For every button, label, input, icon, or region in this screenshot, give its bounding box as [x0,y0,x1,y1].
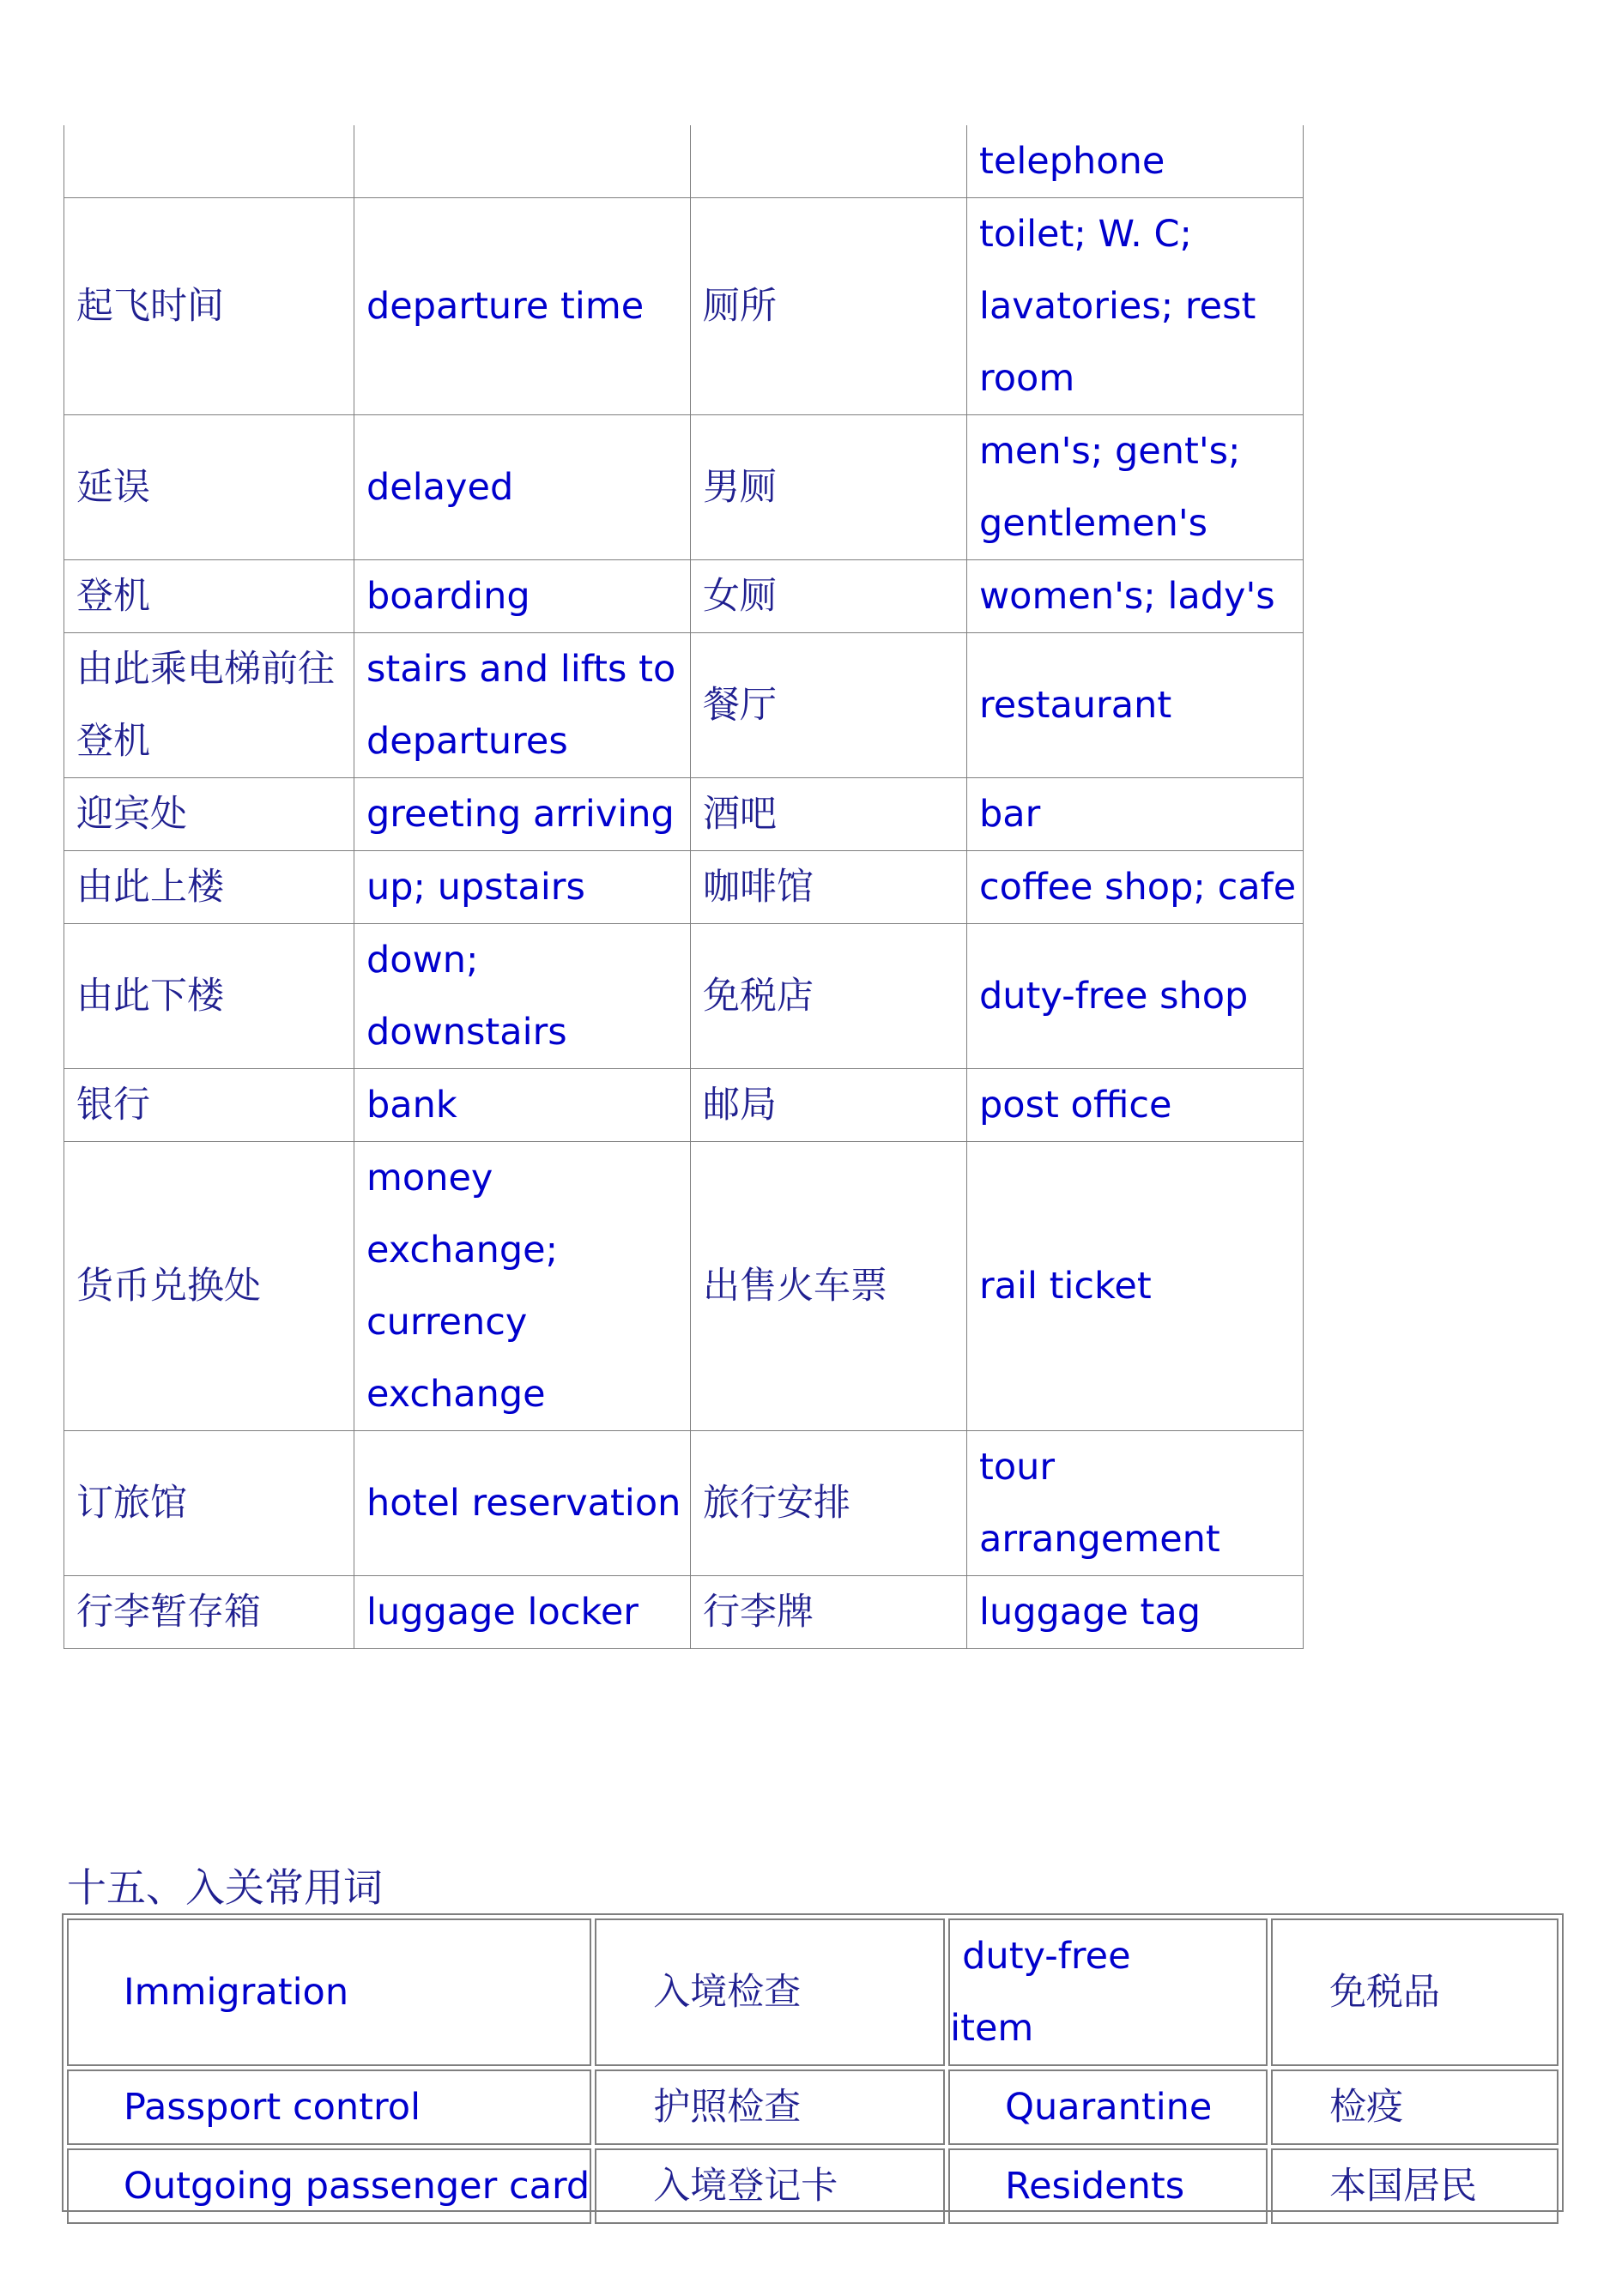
cell-zh: 订旅馆 [64,1431,354,1576]
table-row [64,924,1304,1069]
cell-en: stairs and lifts to departures [354,633,691,778]
cell-zh: 餐厅 [691,633,967,778]
cell-zh: 厕所 [691,198,967,415]
cell-en: delayed [354,415,691,560]
cell-zh: 女厕 [691,560,967,633]
table-row [67,1918,1558,2066]
cell-zh: 延误 [64,415,354,560]
cell-zh: 起飞时间 [64,198,354,415]
cell-zh: 免税店 [691,924,967,1069]
cell-zh: 邮局 [691,1069,967,1142]
customs-vocabulary-table [64,1915,1562,2227]
cell-zh: 行李牌 [691,1576,967,1649]
cell-zh: 入境检查 [595,1918,945,2066]
cell-zh: 出售火车票 [691,1142,967,1431]
cell-en: coffee shop; cafe [967,851,1304,924]
cell-en: post office [967,1069,1304,1142]
cell-en [948,1918,1268,2066]
cell-en: up; upstairs [354,851,691,924]
cell-zh [691,125,967,198]
cell-zh: 货币兑换处 [64,1142,354,1431]
table-row [67,2148,1558,2224]
cell-zh: 迎宾处 [64,778,354,851]
cell-zh: 由此上楼 [64,851,354,924]
table-row [67,2069,1558,2145]
cell-en: luggage tag [967,1576,1304,1649]
cell-zh: 登机 [64,560,354,633]
table-row [64,198,1304,415]
customs-table-frame [62,1913,1564,2212]
cell-zh: 银行 [64,1069,354,1142]
cell-en: women's; lady's [967,560,1304,633]
cell-en: departure time [354,198,691,415]
cell-zh: 咖啡馆 [691,851,967,924]
cell-en: Immigration [67,1918,591,2066]
table-row [64,633,1304,778]
cell-en [354,125,691,198]
vocabulary-table [64,125,1304,1649]
cell-en: bank [354,1069,691,1142]
cell-en: hotel reservation [354,1431,691,1576]
cell-zh: 本国居民 [1271,2148,1558,2224]
cell-en: boarding [354,560,691,633]
table-row [64,778,1304,851]
cell-en: Outgoing passenger card [67,2148,591,2224]
cell-en: rail ticket [967,1142,1304,1431]
table-row [64,1142,1304,1431]
table-row [64,1576,1304,1649]
cell-en: tour arrangement [967,1431,1304,1576]
cell-en: money exchange; currency exchange [354,1142,691,1431]
table-row [64,851,1304,924]
cell-zh [64,125,354,198]
cell-en: restaurant [967,633,1304,778]
table-row [64,1431,1304,1576]
table-row [64,1069,1304,1142]
table-row [64,560,1304,633]
cell-en: bar [967,778,1304,851]
cell-en: telephone [967,125,1304,198]
section-heading: 十五、入关常用词 [67,1864,383,1911]
cell-zh: 护照检查 [595,2069,945,2145]
cell-en: luggage locker [354,1576,691,1649]
cell-en: toilet; W. C; lavatories; rest room [967,198,1304,415]
cell-en: Passport control [67,2069,591,2145]
cell-zh: 由此下楼 [64,924,354,1069]
cell-line: duty-free [962,1935,1131,1978]
cell-zh: 免税品 [1271,1918,1558,2066]
cell-en: greeting arriving [354,778,691,851]
cell-zh: 入境登记卡 [595,2148,945,2224]
table-row [64,415,1304,560]
cell-en: men's; gent's; gentlemen's [967,415,1304,560]
cell-zh: 男厕 [691,415,967,560]
cell-en: Quarantine [948,2069,1268,2145]
cell-en: down; downstairs [354,924,691,1069]
cell-en: Residents [948,2148,1268,2224]
cell-zh: 旅行安排 [691,1431,967,1576]
cell-zh: 检疫 [1271,2069,1558,2145]
cell-en: duty-free shop [967,924,1304,1069]
cell-zh: 酒吧 [691,778,967,851]
cell-line: item [950,2007,1034,2050]
table-row [64,125,1304,198]
cell-zh: 行李暂存箱 [64,1576,354,1649]
cell-zh: 由此乘电梯前往登机 [64,633,354,778]
